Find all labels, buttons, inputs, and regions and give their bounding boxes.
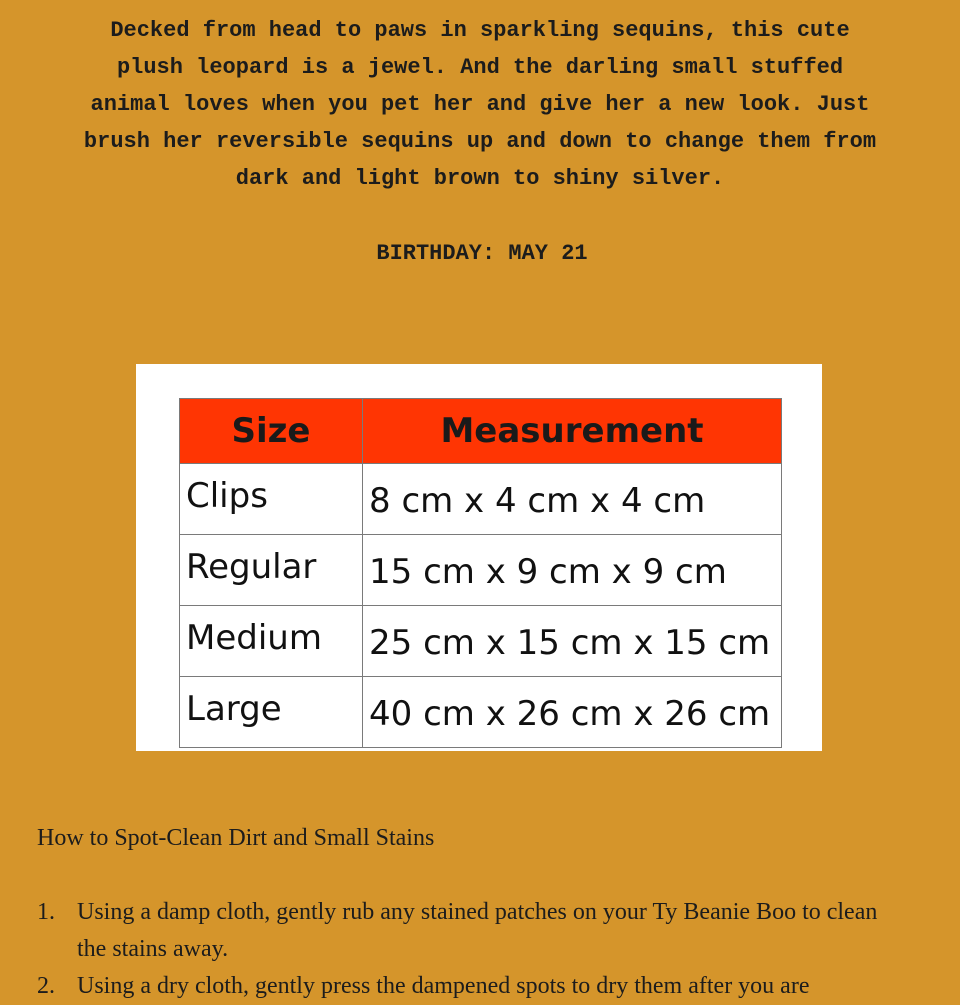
table-header-row [180,399,782,464]
description-line: animal loves when you pet her and give her a new look. Just [90,92,870,117]
step-text: Using a dry cloth, gently press the dampened spots to dry them after you are [77,973,810,999]
description-line: Decked from head to paws in sparkling sequins, this cute [110,18,850,43]
measurement-cell: 40 cm x 26 cm x 26 cm [363,677,782,748]
care-steps-list [37,894,887,1005]
measurement-cell: 8 cm x 4 cm x 4 cm [363,464,782,535]
table-row [180,464,782,535]
table-row [180,606,782,677]
step-number: 1. [37,899,55,925]
size-chart-image [136,364,822,751]
birthday-text: BIRTHDAY: MAY 21 [376,241,588,266]
product-description [0,12,960,197]
measurement-cell: 15 cm x 9 cm x 9 cm [363,535,782,606]
list-item [37,894,887,968]
measurement-cell: 25 cm x 15 cm x 15 cm [363,606,782,677]
table-row [180,677,782,748]
table-row [180,535,782,606]
size-cell: Medium [180,606,363,677]
description-line: plush leopard is a jewel. And the darling small stuffed [116,55,844,80]
size-cell: Clips [180,464,363,535]
size-chart-table [179,398,782,748]
step-number: 2. [37,973,55,999]
header-size: Size [180,399,363,464]
size-cell: Large [180,677,363,748]
step-text: Using a damp cloth, gently rub any stained patches on your Ty Beanie Boo to clean the stains away. [77,899,878,962]
description-line: dark and light brown to shiny silver. [235,166,725,191]
care-heading: How to Spot-Clean Dirt and Small Stains [37,825,435,851]
header-measurement: Measurement [363,399,782,464]
description-line: brush her reversible sequins up and down to change them from [83,129,877,154]
size-cell: Regular [180,535,363,606]
list-item [37,968,887,1005]
